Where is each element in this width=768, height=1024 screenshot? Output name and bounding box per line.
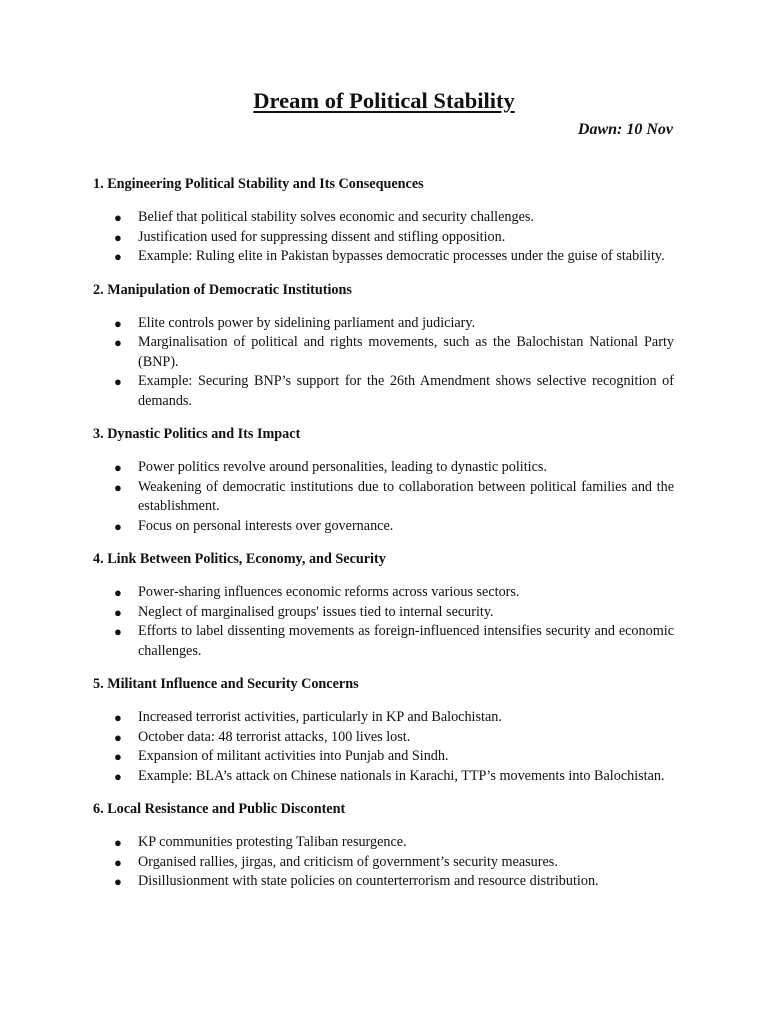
document-body — [93, 174, 674, 905]
section-heading: 6. Local Resistance and Public Discontent — [93, 801, 346, 817]
bullet-text: Belief that political stability solves economic and security challenges. — [138, 209, 534, 225]
section-1 — [93, 174, 674, 267]
bullet-dot-icon: ● — [114, 710, 122, 725]
bullet-dot-icon: ● — [114, 835, 122, 850]
bullet-dot-icon: ● — [114, 624, 122, 639]
bullet-item — [93, 833, 674, 853]
bullet-dot-icon: ● — [114, 874, 122, 889]
section-5 — [93, 674, 674, 786]
bullet-text: October data: 48 terrorist attacks, 100 lives lost. — [138, 728, 411, 745]
section-heading: 2. Manipulation of Democratic Institutions — [93, 281, 352, 298]
bullet-item — [93, 208, 674, 228]
bullet-item — [93, 517, 674, 537]
bullet-list — [93, 833, 674, 892]
bullet-text: Increased terrorist activities, particularly in KP and Balochistan. — [138, 709, 502, 725]
bullet-list — [93, 583, 674, 661]
bullet-list — [93, 314, 674, 412]
bullet-text: Example: BLA’s attack on Chinese nationals in Karachi, TTP’s movements into Balochistan. — [138, 767, 665, 784]
document-title: Dream of Political Stability — [253, 88, 515, 113]
bullet-item — [93, 583, 674, 603]
bullet-text: Justification used for suppressing dissent and stifling opposition. — [138, 228, 506, 245]
bullet-list — [93, 458, 674, 536]
bullet-item — [93, 247, 674, 267]
bullet-text: Marginalisation of political and rights movements, such as the Balochistan National Party (BNP). — [138, 334, 674, 370]
bullet-item — [93, 603, 674, 623]
bullet-dot-icon: ● — [114, 729, 122, 745]
bullet-item — [93, 372, 674, 411]
bullet-dot-icon: ● — [114, 374, 122, 389]
bullet-text: Weakening of democratic institutions due to collaboration between political families and the establishment. — [138, 478, 674, 514]
source-line: Dawn: 10 Nov — [577, 121, 673, 138]
bullet-dot-icon: ● — [114, 249, 122, 264]
bullet-item — [93, 622, 674, 661]
bullet-dot-icon: ● — [114, 479, 122, 495]
bullet-item — [93, 767, 674, 787]
bullet-item — [93, 228, 674, 248]
bullet-dot-icon: ● — [114, 749, 122, 764]
bullet-item — [93, 708, 674, 728]
bullet-dot-icon: ● — [114, 460, 122, 475]
bullet-dot-icon: ● — [114, 315, 122, 331]
bullet-item — [93, 872, 674, 892]
bullet-dot-icon: ● — [114, 518, 122, 534]
bullet-dot-icon: ● — [114, 854, 122, 870]
bullet-item — [93, 314, 674, 334]
bullet-dot-icon: ● — [114, 585, 122, 600]
bullet-item — [93, 333, 674, 372]
bullet-text: Neglect of marginalised groups' issues tied to internal security. — [138, 603, 494, 620]
bullet-text: Expansion of militant activities into Punjab and Sindh. — [138, 748, 449, 764]
section-heading: 5. Militant Influence and Security Concerns — [93, 676, 359, 692]
section-heading: 3. Dynastic Politics and Its Impact — [93, 426, 301, 442]
bullet-text: Power-sharing influences economic reforms across various sectors. — [138, 584, 520, 600]
section-heading: 4. Link Between Politics, Economy, and Security — [93, 551, 386, 567]
bullet-item — [93, 747, 674, 767]
bullet-item — [93, 458, 674, 478]
bullet-text: Disillusionment with state policies on counterterrorism and resource distribution. — [138, 873, 599, 889]
bullet-text: Focus on personal interests over governance. — [138, 517, 394, 534]
bullet-dot-icon: ● — [114, 210, 122, 225]
bullet-text: Example: Securing BNP’s support for the 26th Amendment shows selective recognition of demands. — [138, 373, 674, 409]
bullet-text: Example: Ruling elite in Pakistan bypasses democratic processes under the guise of stability. — [138, 248, 665, 264]
bullet-list — [93, 708, 674, 786]
section-4 — [93, 549, 674, 661]
bullet-list — [93, 208, 674, 267]
bullet-text: Elite controls power by sidelining parliament and judiciary. — [138, 314, 476, 331]
bullet-text: KP communities protesting Taliban resurgence. — [138, 834, 407, 850]
section-heading: 1. Engineering Political Stability and Its Consequences — [93, 176, 424, 192]
bullet-dot-icon: ● — [114, 229, 122, 245]
section-3 — [93, 424, 674, 536]
bullet-text: Efforts to label dissenting movements as foreign-influenced intensifies security and economic challenges. — [138, 623, 674, 659]
bullet-item — [93, 853, 674, 873]
section-2 — [93, 280, 674, 412]
bullet-dot-icon: ● — [114, 604, 122, 620]
section-6 — [93, 799, 674, 892]
bullet-text: Power politics revolve around personalities, leading to dynastic politics. — [138, 459, 547, 475]
bullet-dot-icon: ● — [114, 335, 122, 350]
bullet-dot-icon: ● — [114, 768, 122, 784]
bullet-item — [93, 478, 674, 517]
bullet-item — [93, 728, 674, 748]
bullet-text: Organised rallies, jirgas, and criticism of government’s security measures. — [138, 853, 558, 870]
